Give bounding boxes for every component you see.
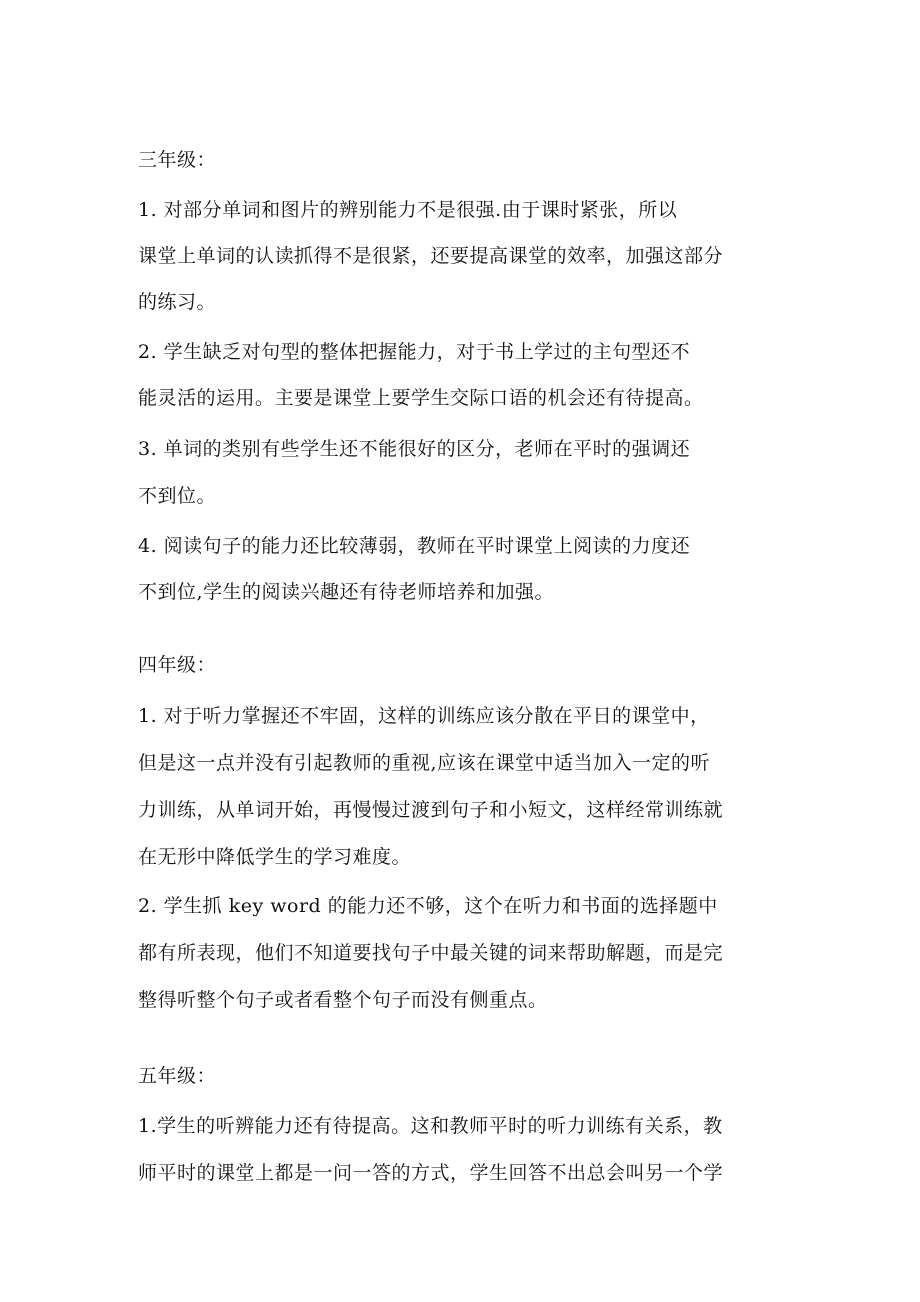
grade4-line-7: 整得听整个句子或者看整个句子而没有侧重点。 bbox=[138, 989, 548, 1011]
grade3-heading: 三年级： bbox=[138, 149, 217, 171]
grade5-line-1: 1.学生的听辨能力还有待提高。这和教师平时的听力训练有关系，教 bbox=[138, 1115, 723, 1137]
grade5-line-2: 师平时的课堂上都是一问一答的方式，学生回答不出总会叫另一个学 bbox=[138, 1162, 724, 1184]
grade4-line-6: 都有所表现，他们不知道要找句子中最关键的词来帮助解题，而是完 bbox=[138, 942, 724, 964]
grade3-line-2: 课堂上单词的认读抓得不是很紧，还要提高课堂的效率，加强这部分 bbox=[138, 245, 724, 267]
grade5-heading: 五年级： bbox=[138, 1065, 217, 1087]
grade3-line-7: 不到位。 bbox=[138, 485, 217, 507]
grade3-line-8: 4. 阅读句子的能力还比较薄弱，教师在平时课堂上阅读的力度还 bbox=[138, 535, 691, 557]
grade4-heading: 四年级： bbox=[138, 654, 217, 676]
grade4-line-3: 力训练，从单词开始，再慢慢过渡到句子和小短文，这样经常训练就 bbox=[138, 799, 724, 821]
grade3-line-3: 的练习。 bbox=[138, 291, 217, 313]
grade4-line-5: 2. 学生抓 key word 的能力还不够，这个在听力和书面的选择题中 bbox=[138, 895, 718, 917]
grade3-line-4: 2. 学生缺乏对句型的整体把握能力，对于书上学过的主句型还不 bbox=[138, 341, 691, 363]
grade3-line-1: 1. 对部分单词和图片的辨别能力不是很强.由于课时紧张，所以 bbox=[138, 199, 678, 221]
grade4-line-2: 但是这一点并没有引起教师的重视,应该在课堂中适当加入一定的听 bbox=[138, 752, 711, 774]
grade4-line-1: 1. 对于听力掌握还不牢固，这样的训练应该分散在平日的课堂中， bbox=[138, 705, 710, 727]
grade3-line-6: 3. 单词的类别有些学生还不能很好的区分，老师在平时的强调还 bbox=[138, 438, 691, 460]
grade3-line-5: 能灵活的运用。主要是课堂上要学生交际口语的机会还有待提高。 bbox=[138, 387, 704, 409]
grade3-line-9: 不到位,学生的阅读兴趣还有待老师培养和加强。 bbox=[138, 581, 555, 603]
grade4-line-4: 在无形中降低学生的学习难度。 bbox=[138, 846, 412, 868]
